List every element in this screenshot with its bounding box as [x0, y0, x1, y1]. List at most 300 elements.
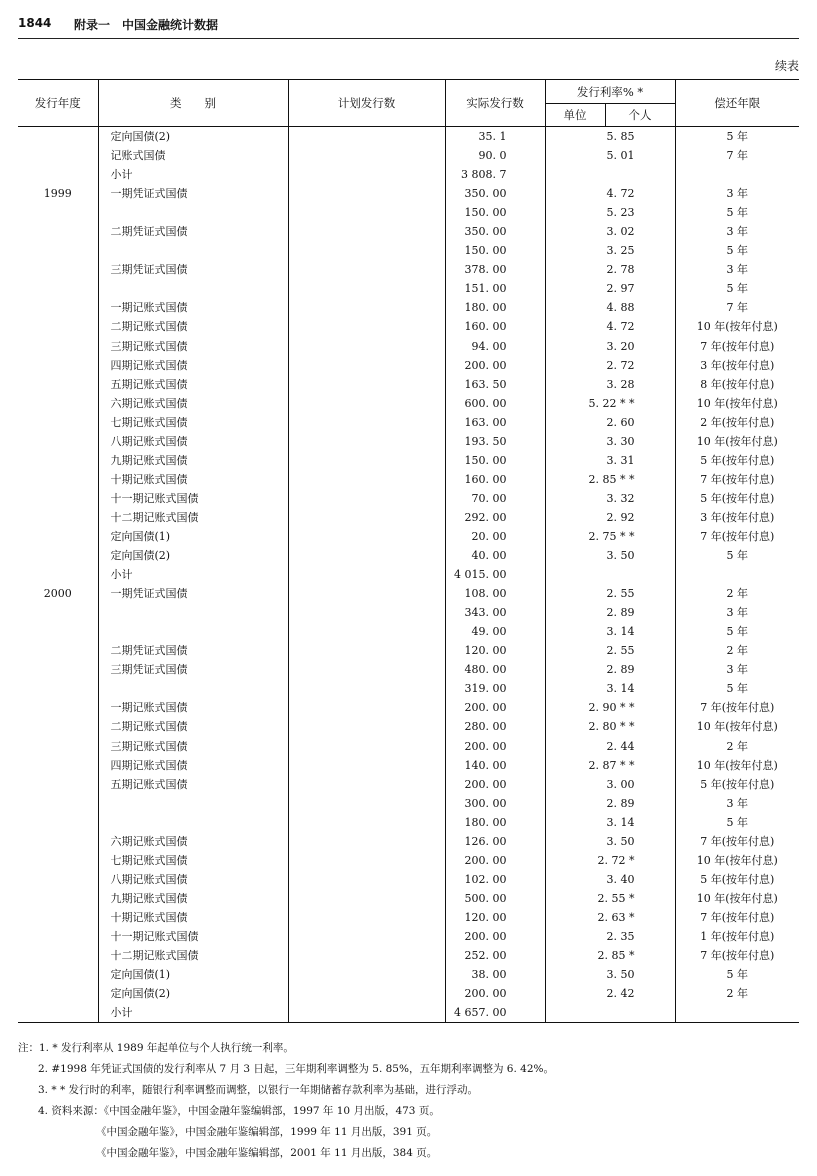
term-cell: 5 年 [675, 679, 799, 698]
category-cell [98, 241, 288, 260]
category-cell: 十期记账式国债 [98, 908, 288, 927]
planned-cell [288, 813, 445, 832]
year-cell [18, 279, 98, 298]
rate-cell: 3. 30 [545, 432, 675, 451]
table-row [18, 394, 799, 413]
rate-cell: 4. 72 [545, 184, 675, 203]
category-cell: 二期凭证式国债 [98, 641, 288, 660]
actual-cell: 4 015. 00 [445, 565, 545, 584]
category-cell: 四期记账式国债 [98, 756, 288, 775]
rate-cell: 2. 72 * [545, 851, 675, 870]
term-cell: 3 年(按年付息) [675, 356, 799, 375]
term-cell: 5 年 [675, 127, 799, 147]
actual-cell: 160. 00 [445, 317, 545, 336]
rate-cell: 3. 50 [545, 546, 675, 565]
year-cell [18, 832, 98, 851]
year-cell [18, 679, 98, 698]
footnote: 4. 资料来源：《中国金融年鉴》，中国金融年鉴编辑部，1997 年 10 月出版，473 页。 [38, 1105, 440, 1117]
actual-cell: 500. 00 [445, 889, 545, 908]
year-cell [18, 889, 98, 908]
table-row [18, 337, 799, 356]
continued-label: 续表 [774, 59, 799, 73]
term-cell [675, 165, 799, 184]
year-cell [18, 641, 98, 660]
actual-cell: 180. 00 [445, 813, 545, 832]
planned-cell [288, 184, 445, 203]
year-cell [18, 451, 98, 470]
planned-cell [288, 984, 445, 1003]
table-row [18, 298, 799, 317]
rate-cell: 2. 55 [545, 641, 675, 660]
col-header-rate: 发行利率% * [545, 80, 675, 104]
term-cell: 5 年(按年付息) [675, 451, 799, 470]
table-row [18, 508, 799, 527]
year-cell [18, 317, 98, 336]
rate-cell [545, 1003, 675, 1023]
actual-cell: 126. 00 [445, 832, 545, 851]
term-cell: 7 年(按年付息) [675, 527, 799, 546]
table-row [18, 451, 799, 470]
rate-cell: 2. 92 [545, 508, 675, 527]
rate-cell: 4. 88 [545, 298, 675, 317]
term-cell: 5 年 [675, 813, 799, 832]
category-cell: 九期记账式国债 [98, 889, 288, 908]
rate-cell: 3. 50 [545, 965, 675, 984]
term-cell: 3 年(按年付息) [675, 508, 799, 527]
category-cell: 七期记账式国债 [98, 851, 288, 870]
table-row [18, 679, 799, 698]
planned-cell [288, 165, 445, 184]
rate-cell: 3. 20 [545, 337, 675, 356]
table-row [18, 260, 799, 279]
planned-cell [288, 146, 445, 165]
category-cell [98, 794, 288, 813]
category-cell [98, 603, 288, 622]
year-cell [18, 127, 98, 147]
rate-cell: 3. 40 [545, 870, 675, 889]
term-cell: 7 年(按年付息) [675, 698, 799, 717]
planned-cell [288, 451, 445, 470]
footnotes [18, 1038, 808, 1164]
table-row [18, 927, 799, 946]
planned-cell [288, 489, 445, 508]
category-cell: 八期记账式国债 [98, 870, 288, 889]
planned-cell [288, 337, 445, 356]
planned-cell [288, 127, 445, 147]
rate-cell: 2. 90 * * [545, 698, 675, 717]
year-cell [18, 946, 98, 965]
planned-cell [288, 737, 445, 756]
table-row [18, 527, 799, 546]
category-cell: 十二期记账式国债 [98, 508, 288, 527]
col-header-rate-personal: 个人 [605, 104, 675, 127]
year-cell [18, 737, 98, 756]
actual-cell: 350. 00 [445, 184, 545, 203]
category-cell: 记账式国债 [98, 146, 288, 165]
planned-cell [288, 946, 445, 965]
term-cell: 8 年(按年付息) [675, 375, 799, 394]
category-cell: 十一期记账式国债 [98, 489, 288, 508]
col-header-rate-unit: 单位 [545, 104, 605, 127]
term-cell: 3 年 [675, 603, 799, 622]
term-cell: 1 年(按年付息) [675, 927, 799, 946]
actual-cell: 180. 00 [445, 298, 545, 317]
table-row [18, 946, 799, 965]
actual-cell: 378. 00 [445, 260, 545, 279]
category-cell: 定向国债(2) [98, 984, 288, 1003]
term-cell: 5 年 [675, 965, 799, 984]
year-cell [18, 622, 98, 641]
rate-cell: 2. 63 * [545, 908, 675, 927]
year-cell [18, 717, 98, 736]
term-cell: 3 年 [675, 222, 799, 241]
actual-cell: 38. 00 [445, 965, 545, 984]
category-cell: 小计 [98, 1003, 288, 1023]
actual-cell: 20. 00 [445, 527, 545, 546]
year-cell [18, 432, 98, 451]
footnote: 2. #1998 年凭证式国债的发行利率从 7 月 3 日起，三年期利率调整为 5. 85%，五年期利率调整为 6. 42%。 [38, 1063, 554, 1075]
term-cell: 7 年(按年付息) [675, 832, 799, 851]
category-cell: 定向国债(1) [98, 527, 288, 546]
actual-cell: 150. 00 [445, 451, 545, 470]
actual-cell: 102. 00 [445, 870, 545, 889]
rate-cell: 5. 85 [545, 127, 675, 147]
rate-cell: 5. 01 [545, 146, 675, 165]
rate-cell: 3. 25 [545, 241, 675, 260]
rate-cell: 3. 28 [545, 375, 675, 394]
planned-cell [288, 260, 445, 279]
year-cell [18, 813, 98, 832]
term-cell: 5 年 [675, 279, 799, 298]
term-cell: 7 年(按年付息) [675, 908, 799, 927]
planned-cell [288, 432, 445, 451]
term-cell: 5 年 [675, 622, 799, 641]
table-row [18, 851, 799, 870]
actual-cell: 480. 00 [445, 660, 545, 679]
rate-cell: 3. 02 [545, 222, 675, 241]
year-cell [18, 298, 98, 317]
year-cell [18, 565, 98, 584]
year-cell [18, 698, 98, 717]
actual-cell: 200. 00 [445, 775, 545, 794]
actual-cell: 200. 00 [445, 851, 545, 870]
rate-cell: 2. 55 * [545, 889, 675, 908]
planned-cell [288, 603, 445, 622]
planned-cell [288, 413, 445, 432]
table-row [18, 813, 799, 832]
col-header-year: 发行年度 [18, 80, 98, 127]
year-cell: 2000 [43, 587, 72, 601]
category-cell: 八期记账式国债 [98, 432, 288, 451]
table-row [18, 698, 799, 717]
col-header-planned: 计划发行数 [288, 80, 445, 127]
rate-cell: 2. 89 [545, 603, 675, 622]
year-cell [18, 794, 98, 813]
year-cell [18, 908, 98, 927]
category-cell: 三期记账式国债 [98, 337, 288, 356]
category-cell: 小计 [98, 165, 288, 184]
actual-cell: 319. 00 [445, 679, 545, 698]
year-cell [18, 870, 98, 889]
year-cell [18, 394, 98, 413]
term-cell [675, 565, 799, 584]
actual-cell: 120. 00 [445, 908, 545, 927]
rate-cell: 2. 55 [545, 584, 675, 603]
year-cell [18, 756, 98, 775]
page-title: 附录一 中国金融统计数据 [74, 18, 219, 32]
actual-cell: 3 808. 7 [445, 165, 545, 184]
planned-cell [288, 756, 445, 775]
actual-cell: 200. 00 [445, 984, 545, 1003]
rate-cell: 2. 85 * [545, 946, 675, 965]
bond-issuance-table [18, 79, 799, 1023]
rate-cell: 5. 22 * * [545, 394, 675, 413]
table-row [18, 222, 799, 241]
category-cell: 七期记账式国债 [98, 413, 288, 432]
year-cell [18, 489, 98, 508]
footnote: 《中国金融年鉴》，中国金融年鉴编辑部，1999 年 11 月出版，391 页。 [96, 1126, 438, 1138]
planned-cell [288, 470, 445, 489]
year-cell [18, 508, 98, 527]
table-row [18, 603, 799, 622]
category-cell: 三期凭证式国债 [98, 260, 288, 279]
actual-cell: 151. 00 [445, 279, 545, 298]
category-cell: 四期记账式国债 [98, 356, 288, 375]
planned-cell [288, 584, 445, 603]
actual-cell: 200. 00 [445, 927, 545, 946]
year-cell [18, 375, 98, 394]
term-cell: 5 年 [675, 546, 799, 565]
planned-cell [288, 832, 445, 851]
table-row [18, 565, 799, 584]
term-cell: 5 年 [675, 241, 799, 260]
category-cell: 二期凭证式国债 [98, 222, 288, 241]
rate-cell: 2. 80 * * [545, 717, 675, 736]
table-row [18, 375, 799, 394]
rate-cell: 3. 14 [545, 622, 675, 641]
table-row [18, 356, 799, 375]
planned-cell [288, 1003, 445, 1023]
term-cell: 7 年 [675, 298, 799, 317]
year-cell [18, 470, 98, 489]
actual-cell: 150. 00 [445, 203, 545, 222]
category-cell: 十二期记账式国债 [98, 946, 288, 965]
table-row [18, 794, 799, 813]
year-cell [18, 260, 98, 279]
category-cell [98, 203, 288, 222]
year-cell [18, 660, 98, 679]
term-cell: 7 年 [675, 146, 799, 165]
table-row [18, 775, 799, 794]
rate-cell: 2. 75 * * [545, 527, 675, 546]
term-cell: 3 年 [675, 260, 799, 279]
term-cell: 3 年 [675, 660, 799, 679]
term-cell: 2 年 [675, 737, 799, 756]
table-row [18, 413, 799, 432]
planned-cell [288, 565, 445, 584]
actual-cell: 150. 00 [445, 241, 545, 260]
category-cell: 三期记账式国债 [98, 737, 288, 756]
actual-cell: 300. 00 [445, 794, 545, 813]
table-row [18, 584, 799, 603]
rate-cell: 2. 35 [545, 927, 675, 946]
term-cell: 10 年(按年付息) [675, 756, 799, 775]
year-cell [18, 356, 98, 375]
category-cell: 十期记账式国债 [98, 470, 288, 489]
year-cell [18, 527, 98, 546]
category-cell: 一期记账式国债 [98, 698, 288, 717]
actual-cell: 193. 50 [445, 432, 545, 451]
table-row [18, 203, 799, 222]
actual-cell: 40. 00 [445, 546, 545, 565]
term-cell: 2 年 [675, 984, 799, 1003]
planned-cell [288, 641, 445, 660]
table-row [18, 737, 799, 756]
planned-cell [288, 375, 445, 394]
year-cell: 1999 [43, 187, 72, 201]
category-cell: 五期记账式国债 [98, 375, 288, 394]
actual-cell: 292. 00 [445, 508, 545, 527]
table-row [18, 184, 799, 203]
planned-cell [288, 508, 445, 527]
table-row [18, 984, 799, 1003]
planned-cell [288, 298, 445, 317]
term-cell: 5 年(按年付息) [675, 489, 799, 508]
actual-cell: 200. 00 [445, 356, 545, 375]
category-cell: 三期凭证式国债 [98, 660, 288, 679]
table-row [18, 889, 799, 908]
actual-cell: 200. 00 [445, 737, 545, 756]
year-cell [18, 241, 98, 260]
term-cell: 10 年(按年付息) [675, 717, 799, 736]
category-cell: 一期凭证式国债 [98, 184, 288, 203]
table-row [18, 965, 799, 984]
category-cell: 定向国债(2) [98, 127, 288, 147]
term-cell: 3 年 [675, 184, 799, 203]
rate-cell: 4. 72 [545, 317, 675, 336]
rate-cell: 2. 72 [545, 356, 675, 375]
term-cell: 2 年 [675, 641, 799, 660]
actual-cell: 120. 00 [445, 641, 545, 660]
year-cell [18, 337, 98, 356]
year-cell [18, 413, 98, 432]
table-row [18, 241, 799, 260]
table-row [18, 908, 799, 927]
table-row [18, 432, 799, 451]
actual-cell: 163. 50 [445, 375, 545, 394]
planned-cell [288, 775, 445, 794]
rate-cell: 2. 97 [545, 279, 675, 298]
table-row [18, 870, 799, 889]
planned-cell [288, 356, 445, 375]
year-cell [18, 1003, 98, 1023]
rate-cell: 2. 42 [545, 984, 675, 1003]
category-cell: 九期记账式国债 [98, 451, 288, 470]
category-cell: 定向国债(2) [98, 546, 288, 565]
rate-cell: 3. 14 [545, 679, 675, 698]
actual-cell: 600. 00 [445, 394, 545, 413]
table-row [18, 470, 799, 489]
planned-cell [288, 889, 445, 908]
term-cell: 5 年(按年付息) [675, 870, 799, 889]
planned-cell [288, 527, 445, 546]
term-cell: 3 年 [675, 794, 799, 813]
table-body [18, 127, 799, 1023]
rate-cell: 2. 89 [545, 660, 675, 679]
term-cell: 10 年(按年付息) [675, 851, 799, 870]
planned-cell [288, 870, 445, 889]
planned-cell [288, 660, 445, 679]
rate-cell: 2. 89 [545, 794, 675, 813]
rate-cell [545, 565, 675, 584]
category-cell: 小计 [98, 565, 288, 584]
table-row [18, 1003, 799, 1023]
actual-cell: 49. 00 [445, 622, 545, 641]
actual-cell: 70. 00 [445, 489, 545, 508]
actual-cell: 140. 00 [445, 756, 545, 775]
category-cell [98, 813, 288, 832]
table-row [18, 641, 799, 660]
category-cell: 六期记账式国债 [98, 832, 288, 851]
rate-cell: 3. 31 [545, 451, 675, 470]
footnote: 《中国金融年鉴》，中国金融年鉴编辑部，2001 年 11 月出版，384 页。 [96, 1147, 438, 1159]
year-cell [18, 927, 98, 946]
col-header-category: 类 别 [98, 80, 288, 127]
rate-cell: 3. 32 [545, 489, 675, 508]
planned-cell [288, 851, 445, 870]
term-cell: 5 年 [675, 203, 799, 222]
category-cell: 五期记账式国债 [98, 775, 288, 794]
planned-cell [288, 679, 445, 698]
rate-cell: 2. 85 * * [545, 470, 675, 489]
category-cell [98, 279, 288, 298]
term-cell: 7 年(按年付息) [675, 946, 799, 965]
actual-cell: 163. 00 [445, 413, 545, 432]
table-row [18, 546, 799, 565]
category-cell [98, 622, 288, 641]
category-cell: 十一期记账式国债 [98, 927, 288, 946]
category-cell [98, 679, 288, 698]
category-cell: 二期记账式国债 [98, 317, 288, 336]
year-cell [18, 165, 98, 184]
actual-cell: 160. 00 [445, 470, 545, 489]
category-cell: 一期记账式国债 [98, 298, 288, 317]
actual-cell: 343. 00 [445, 603, 545, 622]
rate-cell: 3. 50 [545, 832, 675, 851]
table-row [18, 660, 799, 679]
planned-cell [288, 717, 445, 736]
col-header-term: 偿还年限 [675, 80, 799, 127]
table-row [18, 127, 799, 147]
planned-cell [288, 241, 445, 260]
planned-cell [288, 794, 445, 813]
rate-cell [545, 165, 675, 184]
actual-cell: 280. 00 [445, 717, 545, 736]
actual-cell: 94. 00 [445, 337, 545, 356]
term-cell: 7 年(按年付息) [675, 337, 799, 356]
rate-cell: 2. 60 [545, 413, 675, 432]
table-row [18, 165, 799, 184]
term-cell [675, 1003, 799, 1023]
year-cell [18, 984, 98, 1003]
planned-cell [288, 927, 445, 946]
footnote: 注：1. * 发行利率从 1989 年起单位与个人执行统一利率。 [18, 1042, 294, 1054]
term-cell: 10 年(按年付息) [675, 432, 799, 451]
category-cell: 二期记账式国债 [98, 717, 288, 736]
table-row [18, 756, 799, 775]
category-cell: 一期凭证式国债 [98, 584, 288, 603]
footnote: 3. * * 发行时的利率，随银行利率调整而调整，以银行一年期储蓄存款利率为基础，进行浮动。 [38, 1084, 479, 1096]
